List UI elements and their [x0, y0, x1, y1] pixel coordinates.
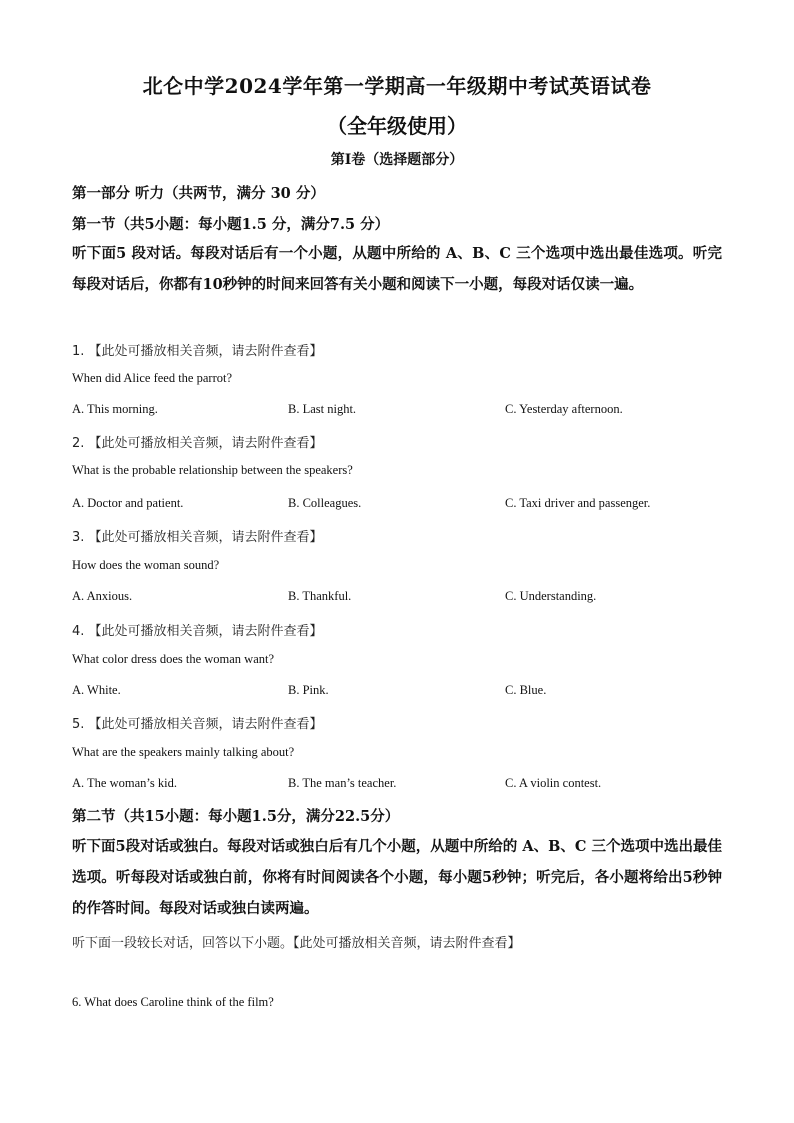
option-b: B. Colleagues.	[288, 496, 362, 510]
option-c: C. Blue.	[505, 683, 547, 697]
question-audio-label[interactable]: 2. 【此处可播放相关音频，请去附件查看】	[72, 436, 323, 451]
option-a: A. The woman’s kid.	[72, 776, 177, 790]
question-audio-label[interactable]: 3. 【此处可播放相关音频，请去附件查看】	[72, 530, 323, 545]
option-c: C. Yesterday afternoon.	[505, 402, 623, 416]
part1-heading: 第一部分 听力（共两节，满分 30 分）	[72, 185, 325, 202]
exam-title: 北仑中学2024学年第一学期高一年级期中考试英语试卷	[142, 74, 652, 98]
section1-instructions: 听下面5 段对话。每段对话后有一个小题，从题中所给的 A、B、C 三个选项中选出最佳选项。听完每段对话后，你都有10秒钟的时间来回答有关小题和阅读下一小题，每段对话仅读一遍。	[72, 245, 722, 293]
option-a: A. Doctor and patient.	[72, 496, 184, 510]
option-b: B. Thankful.	[288, 589, 352, 603]
question-text: What color dress does the woman want?	[72, 652, 275, 666]
option-a: A. White.	[72, 683, 121, 697]
option-c: C. Understanding.	[505, 589, 597, 603]
option-a: A. Anxious.	[72, 589, 133, 603]
volume-heading: 第I卷（选择题部分）	[330, 152, 464, 168]
option-b: B. Pink.	[288, 683, 329, 697]
dialogue-audio-note[interactable]: 听下面一段较长对话，回答以下小题。【此处可播放相关音频，请去附件查看】	[72, 936, 521, 951]
option-b: B. The man’s teacher.	[288, 776, 397, 790]
question-audio-label[interactable]: 4. 【此处可播放相关音频，请去附件查看】	[72, 624, 323, 639]
option-c: C. A violin contest.	[505, 776, 602, 790]
question-text: When did Alice feed the parrot?	[72, 371, 232, 385]
option-c: C. Taxi driver and passenger.	[505, 496, 651, 510]
question-text: What is the probable relationship between the speakers?	[72, 463, 353, 477]
question-text: How does the woman sound?	[72, 558, 220, 572]
section1-heading: 第一节（共5小题：每小题1.5 分，满分7.5 分）	[72, 216, 390, 233]
question-6-text: 6. What does Caroline think of the film?	[72, 995, 274, 1009]
question-audio-label[interactable]: 5. 【此处可播放相关音频，请去附件查看】	[72, 717, 323, 732]
exam-subtitle: （全年级使用）	[327, 114, 467, 138]
section2-heading: 第二节（共15小题：每小题1.5分，满分22.5分）	[72, 808, 400, 825]
option-b: B. Last night.	[288, 402, 357, 416]
question-audio-label[interactable]: 1. 【此处可播放相关音频，请去附件查看】	[72, 344, 323, 359]
option-a: A. This morning.	[72, 402, 158, 416]
section2-instructions: 听下面5段对话或独白。每段对话或独白后有几个小题，从题中所给的 A、B、C 三个选项中选出最佳选项。听每段对话或独白前，你将有时间阅读各个小题，每小题5秒钟；听完后，各小题将给出5秒钟的作答时间。每段对话或独白读两遍。	[72, 838, 722, 917]
question-text: What are the speakers mainly talking about?	[72, 745, 295, 759]
